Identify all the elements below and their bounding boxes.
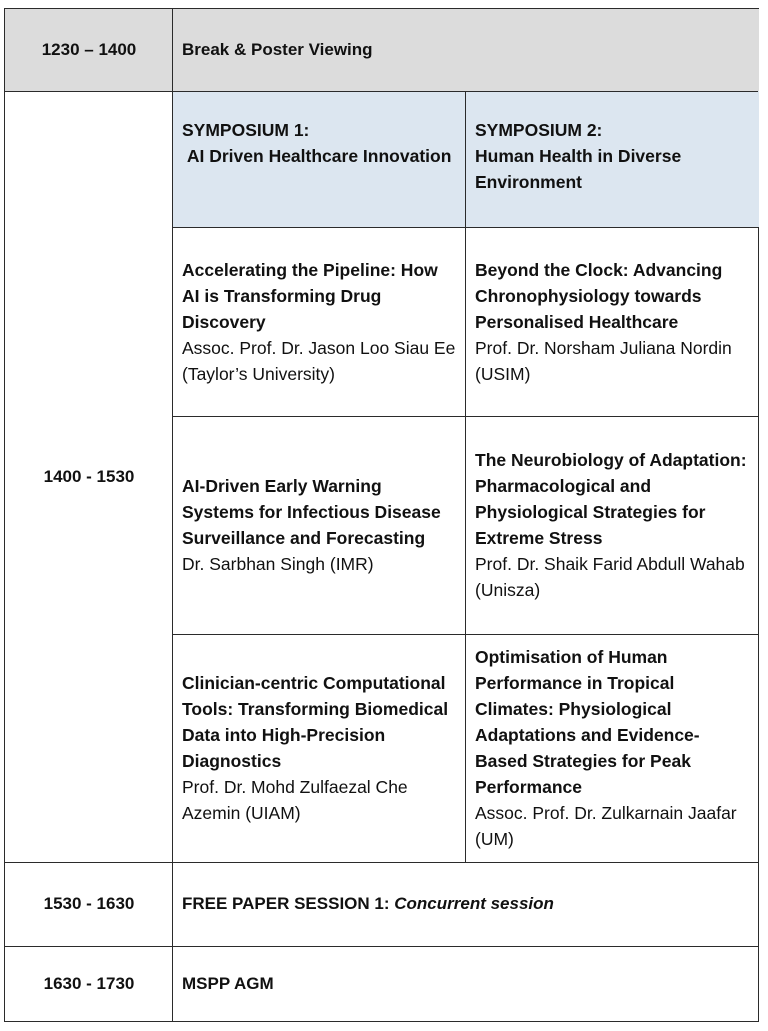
schedule-table — [4, 8, 759, 1022]
talk-speaker: Prof. Dr. Norsham Juliana Nordin (USIM) — [475, 337, 732, 384]
talk-speaker: Dr. Sarbhan Singh (IMR) — [182, 554, 374, 574]
talk-title: Optimisation of Human Performance in Tropical Climates: Physiological Adaptations and Evidence-Based Strategies for Peak Performance — [475, 647, 700, 797]
time-label: 1630 - 1730 — [43, 973, 135, 993]
talk-speaker: Assoc. Prof. Dr. Zulkarnain Jaafar (UM) — [475, 803, 737, 849]
talk-speaker: Assoc. Prof. Dr. Jason Loo Siau Ee (Taylor’s University) — [182, 337, 456, 384]
divider — [5, 862, 758, 863]
time-label: 1400 - 1530 — [43, 466, 135, 486]
talk-speaker: Prof. Dr. Mohd Zulfaezal Che Azemin (UIAM) — [182, 777, 408, 823]
session-title: Break & Poster Viewing — [182, 40, 373, 59]
divider — [5, 91, 758, 92]
talk-cell — [466, 227, 759, 416]
time-cell-free-paper — [5, 862, 173, 946]
symposium-2-theme: Human Health in Diverse Environment — [475, 146, 682, 192]
time-label: 1530 - 1630 — [43, 894, 135, 913]
symposium-1-theme: AI Driven Healthcare Innovation — [182, 146, 452, 166]
session-cell-free-paper — [173, 862, 759, 946]
time-cell-break — [5, 9, 173, 91]
talk-cell — [466, 416, 759, 634]
divider — [173, 416, 758, 417]
session-cell-agm — [173, 946, 759, 1021]
talk-title: AI-Driven Early Warning Systems for Infectious Disease Surveillance and Forecasting — [182, 476, 441, 548]
divider — [173, 634, 758, 635]
talk-title: Accelerating the Pipeline: How AI is Transforming Drug Discovery — [182, 259, 438, 332]
session-cell-break — [173, 9, 759, 91]
talk-cell — [173, 634, 466, 862]
session-title: MSPP AGM — [182, 973, 274, 993]
time-cell-agm — [5, 946, 173, 1021]
talk-cell — [173, 227, 466, 416]
divider — [465, 91, 466, 862]
divider — [172, 9, 173, 1021]
symposium-1-label: SYMPOSIUM 1: — [182, 120, 310, 140]
session-title: FREE PAPER SESSION 1: — [182, 894, 390, 913]
talk-title: The Neurobiology of Adaptation: Pharmacological and Physiological Strategies for Extreme Stress — [475, 450, 747, 548]
symposium-2-label: SYMPOSIUM 2: — [475, 120, 603, 140]
divider — [173, 227, 758, 228]
symposium-2-header — [466, 91, 759, 227]
time-cell-symposium — [5, 91, 173, 862]
session-subtitle: Concurrent session — [394, 894, 554, 913]
talk-title: Beyond the Clock: Advancing Chronophysiology towards Personalised Healthcare — [475, 259, 723, 332]
time-label: 1230 – 1400 — [41, 40, 137, 59]
talk-speaker: Prof. Dr. Shaik Farid Abdull Wahab (Unisza) — [475, 554, 745, 600]
talk-cell — [173, 416, 466, 634]
divider — [5, 946, 758, 947]
symposium-1-header — [173, 91, 466, 227]
talk-title: Clinician-centric Computational Tools: Transforming Biomedical Data into High-Precision Diagnostics — [182, 673, 449, 771]
talk-cell — [466, 634, 759, 862]
